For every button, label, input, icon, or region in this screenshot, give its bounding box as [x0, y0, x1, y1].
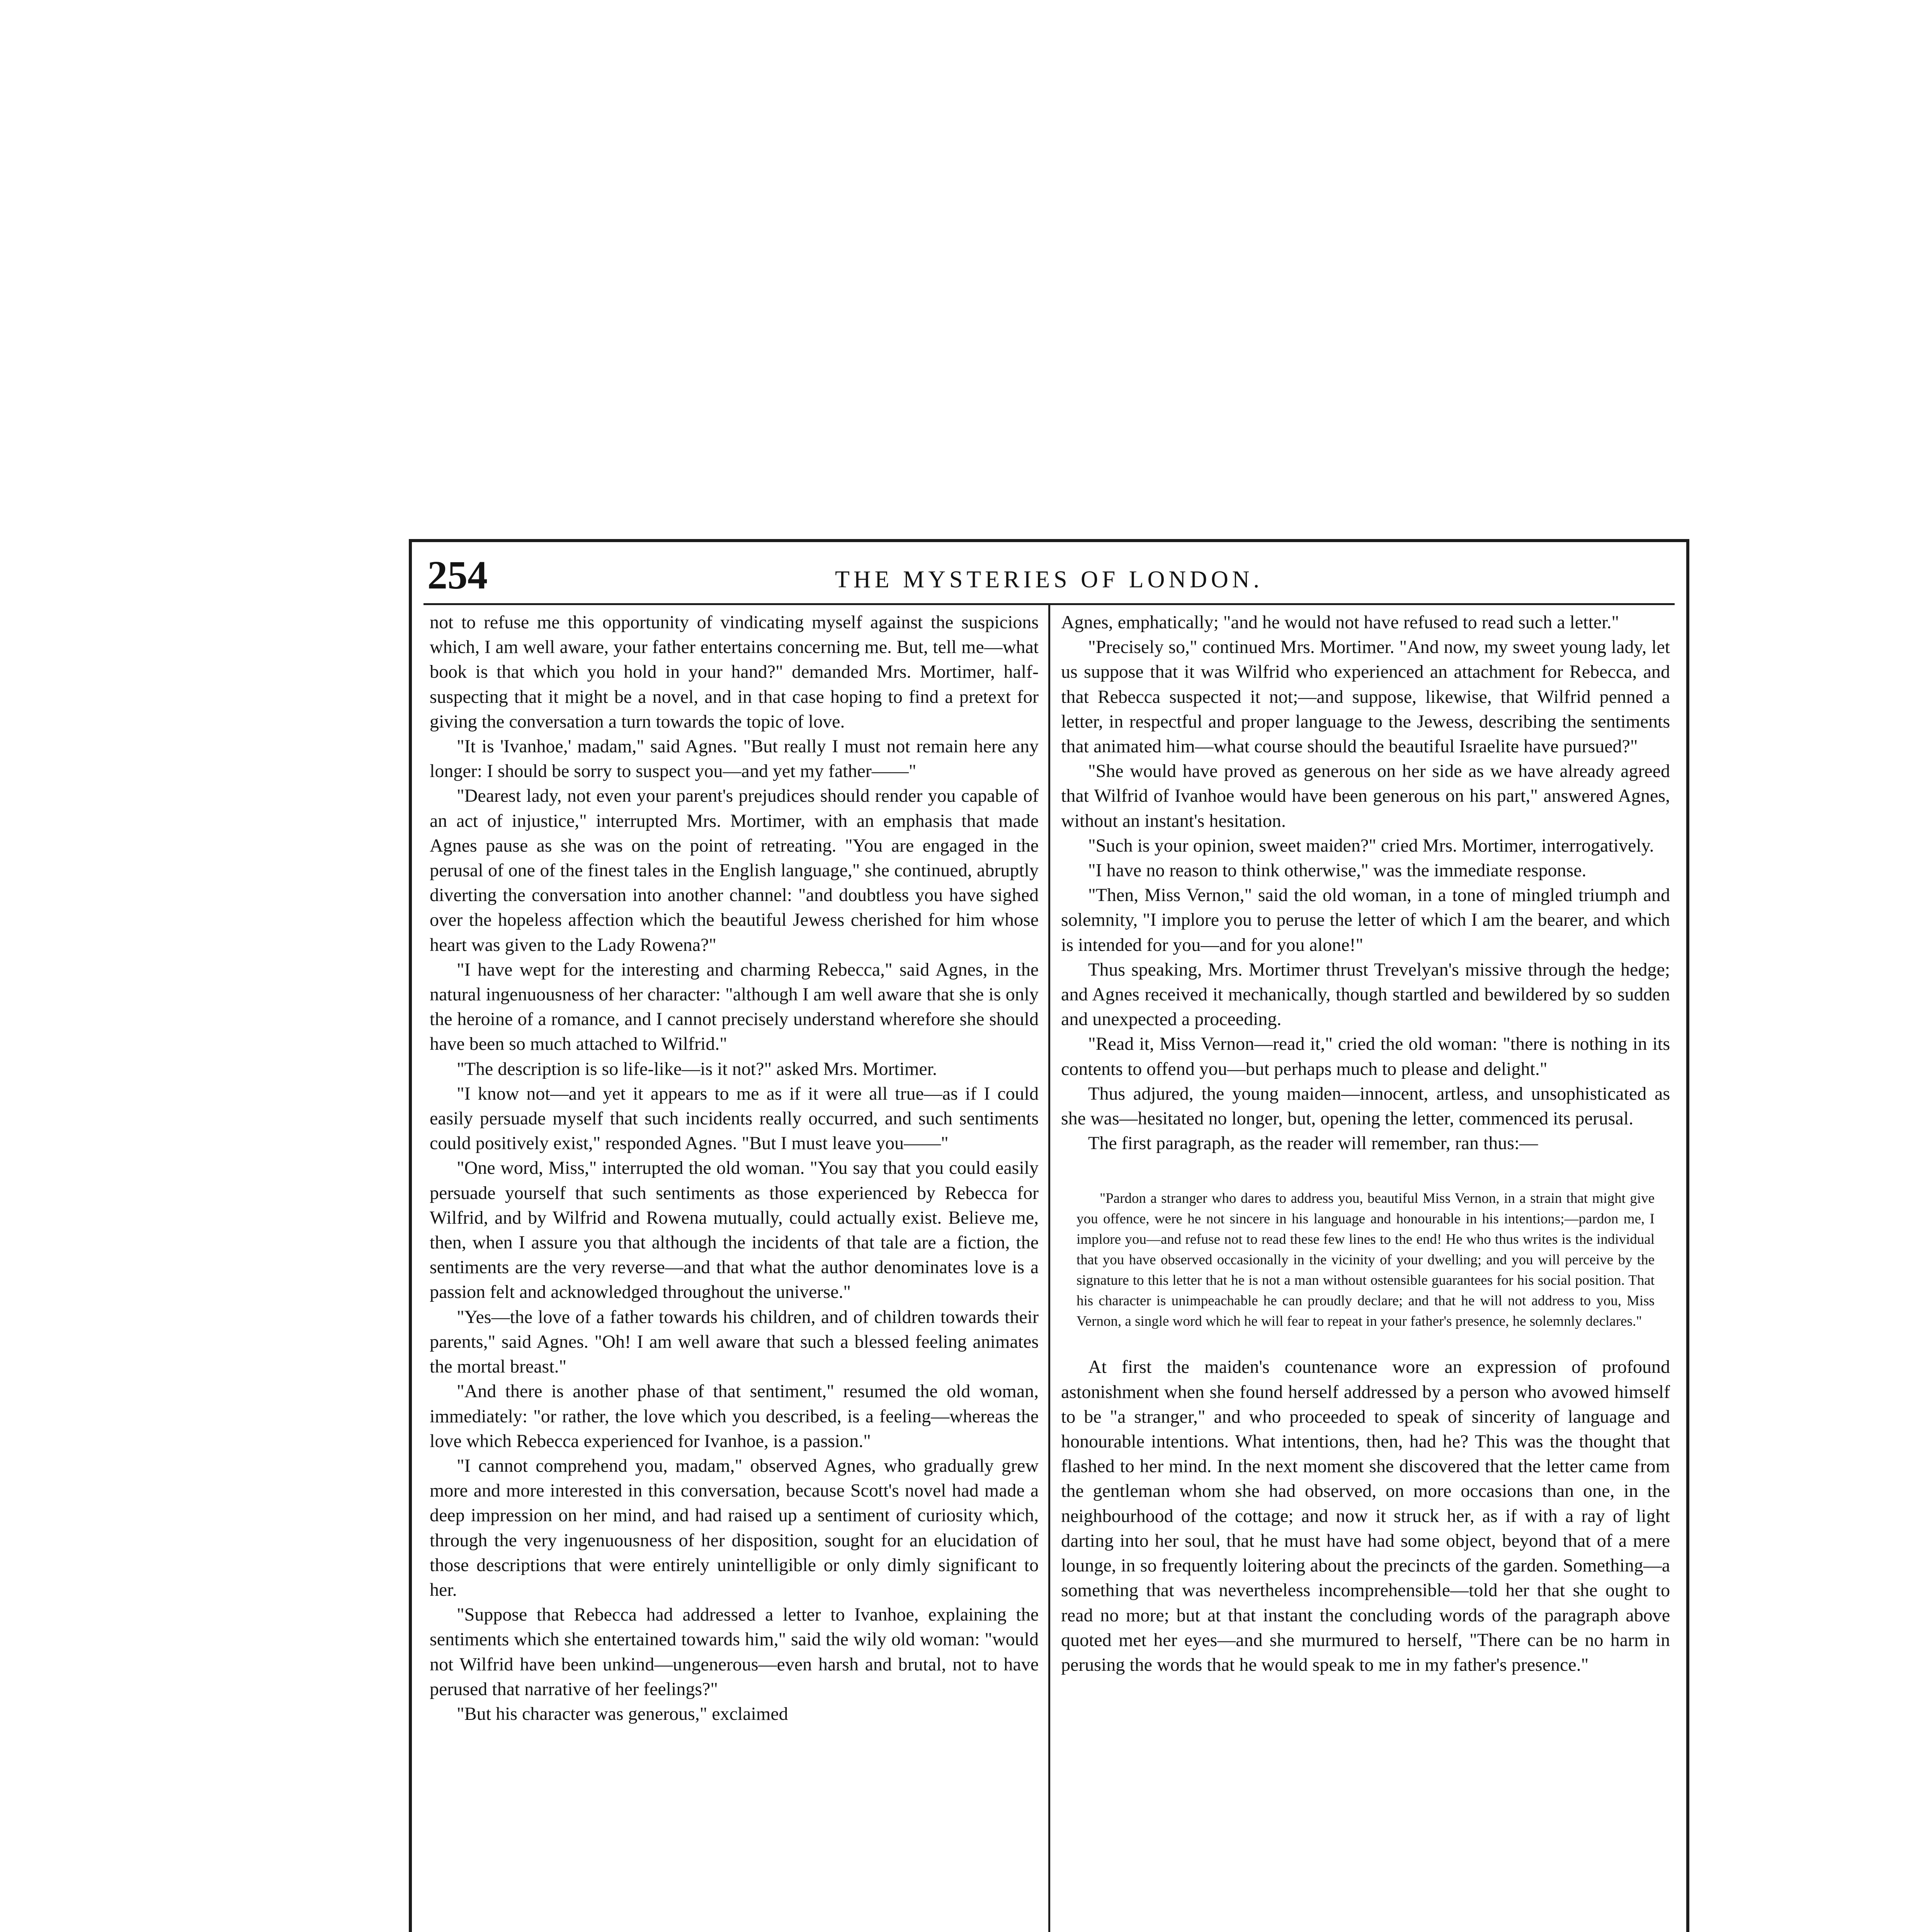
paragraph: Agnes, emphatically; "and he would not have refused to read such a letter." — [1061, 612, 1619, 633]
left-column — [430, 610, 1039, 1726]
paragraph: not to refuse me this opportunity of vindicating myself against the suspicions which, I am well aware, your father entertains concerning me. But, tell me—what book is that which you hold in your hand?" demanded Mrs. Mortimer, half-suspecting that it might be a novel, and in that case hoping to find a pretext for giving the conversation a turn towards the topic of love. — [430, 612, 1039, 732]
page-number: 254 — [427, 553, 488, 597]
paragraph: "She would have proved as generous on her side as we have already agreed that Wilfrid of Ivanhoe would have been generous on his part," answered Agnes, without an instant's hesitation. — [1061, 761, 1670, 831]
paragraph: "I have wept for the interesting and charming Rebecca," said Agnes, in the natural ingenuousness of her character: "although I am well aware that she is only the heroine of a romance, and I cannot precisely understand wherefore she should have been so much attached to Wilfrid." — [430, 959, 1039, 1054]
paragraph: "Suppose that Rebecca had addressed a letter to Ivanhoe, explaining the sentiments which she entertained towards him," said the wily old woman: "would not Wilfrid have been unkind—ungenerous—even harsh and brutal, not to have perused that narrative of her feelings?" — [430, 1604, 1039, 1699]
paragraph: "I know not—and yet it appears to me as if it were all true—as if I could easily persuade myself that such incidents really occurred, and such sentiments could positively exist," responded Agnes. "But I must leave you——" — [430, 1083, 1039, 1154]
paragraph: "Dearest lady, not even your parent's prejudices should render you capable of an act of injustice," interrupted Mrs. Mortimer, with an emphasis that made Agnes pause as she was on the point of retreating. "You are engaged in the perusal of one of the finest tales in the English language," she continued, abruptly diverting the conversation into another channel: "and doubtless you have sighed over the hopeless affection which the beautiful Jewess cherished for him whose heart was given to the Lady Rowena?" — [430, 786, 1039, 955]
paragraph: "Then, Miss Vernon," said the old woman, in a tone of mingled triumph and solemnity, "I implore you to peruse the letter of which I am the bearer, and which is intended for you—and for you alone!" — [1061, 885, 1670, 955]
paragraph: "I cannot comprehend you, madam," observed Agnes, who gradually grew more and more interested in this conversation, because Scott's novel had made a deep impression on her mind, and had raised up a sentiment of curiosity which, through the very ingenuousness of her disposition, sought for an elucidation of those descriptions that were entirely unintelligible or only dimly significant to her. — [430, 1455, 1039, 1600]
right-column — [1061, 610, 1670, 1677]
paragraph: "Read it, Miss Vernon—read it," cried the old woman: "there is nothing in its contents to offend you—but perhaps much to please and delight." — [1061, 1034, 1670, 1079]
letter-quote: "Pardon a stranger who dares to address you, beautiful Miss Vernon, in a strain that might give you offence, were he not sincere in his language and honourable in his intentions;—pardon me, I implore you—and refuse not to read these few lines to the end! He who thus writes is the individual that you have observed occasionally in the vicinity of your dwelling; and you will perceive by the signature to this letter that he is not a man without ostensible guarantees for his social position. That his character is unimpeachable he can proudly declare; and that he will not address to you, Miss Vernon, a single word which he will fear to repeat in your father's presence, he solemnly declares." — [1077, 1190, 1655, 1330]
paragraph: "One word, Miss," interrupted the old woman. "You say that you could easily persuade yourself that such sentiments as those experienced by Rebecca for Wilfrid, and by Wilfrid and Rowena mutually, could actually exist. Believe me, then, when I assure you that although the incidents of that tale are a fiction, the sentiments are the very reverse—and that what the author denominates love is a passion felt and acknowledged throughout the universe." — [430, 1158, 1039, 1303]
paragraph: Thus adjured, the young maiden—innocent, artless, and unsophisticated as she was—hesitated no longer, but, opening the letter, commenced its perusal. — [1061, 1083, 1670, 1129]
paragraph: "Such is your opinion, sweet maiden?" cried Mrs. Mortimer, interrogatively. — [1088, 835, 1654, 856]
paragraph: "And there is another phase of that sentiment," resumed the old woman, immediately: "or rather, the love which you described, is a feeling—whereas the love which Rebecca experienced for Ivanhoe, is a passion." — [430, 1381, 1039, 1451]
paragraph: At first the maiden's countenance wore an expression of profound astonishment when she found herself addressed by a person who avowed himself to be "a stranger," and who proceeded to speak of sincerity of language and honourable intentions. What intentions, then, had he? This was the thought that flashed to her mind. In the next moment she discovered that the letter came from the gentleman whom she had observed, on more occasions than one, in the neighbourhood of the cottage; and now it struck her, as if with a ray of light darting into her soul, that he must have had some object, beyond that of a mere lounge, in so frequently loitering about the precincts of the garden. Something—a something that was nevertheless incomprehensible—told her that she ought to read no more; but at that instant the concluding words of the paragraph above quoted met her eyes—and she murmured to herself, "There can be no harm in perusing the words that he would speak to me in my father's presence." — [1061, 1357, 1670, 1675]
paragraph: "The description is so life-like—is it not?" asked Mrs. Mortimer. — [457, 1058, 937, 1079]
paragraph: "I have no reason to think otherwise," was the immediate response. — [1088, 860, 1587, 881]
running-title: THE MYSTERIES OF LONDON. — [835, 566, 1263, 593]
page-header — [423, 553, 1675, 605]
paragraph: Thus speaking, Mrs. Mortimer thrust Trevelyan's missive through the hedge; and Agnes received it mechanically, though startled and bewildered by so sudden and unexpected a proceeding. — [1061, 959, 1670, 1030]
paragraph: "Precisely so," continued Mrs. Mortimer. "And now, my sweet young lady, let us suppose that it was Wilfrid who experienced an attachment for Rebecca, and that Rebecca suspected it not;—and suppose, likewise, that Wilfrid penned a letter, in respectful and proper language to the Jewess, describing the sentiments that animated him—what course should the beautiful Israelite have pursued?" — [1061, 637, 1670, 757]
paragraph: "But his character was generous," exclaimed — [457, 1703, 788, 1724]
paragraph: "Yes—the love of a father towards his children, and of children towards their parents," said Agnes. "Oh! I am well aware that such a blessed feeling animates the mortal breast." — [430, 1306, 1039, 1377]
column-divider — [1048, 604, 1050, 1932]
book-page — [409, 539, 1689, 1932]
paragraph: The first paragraph, as the reader will remember, ran thus:— — [1088, 1133, 1538, 1154]
paragraph: "It is 'Ivanhoe,' madam," said Agnes. "But really I must not remain here any longer: I should be sorry to suspect you—and yet my father——" — [430, 736, 1039, 782]
